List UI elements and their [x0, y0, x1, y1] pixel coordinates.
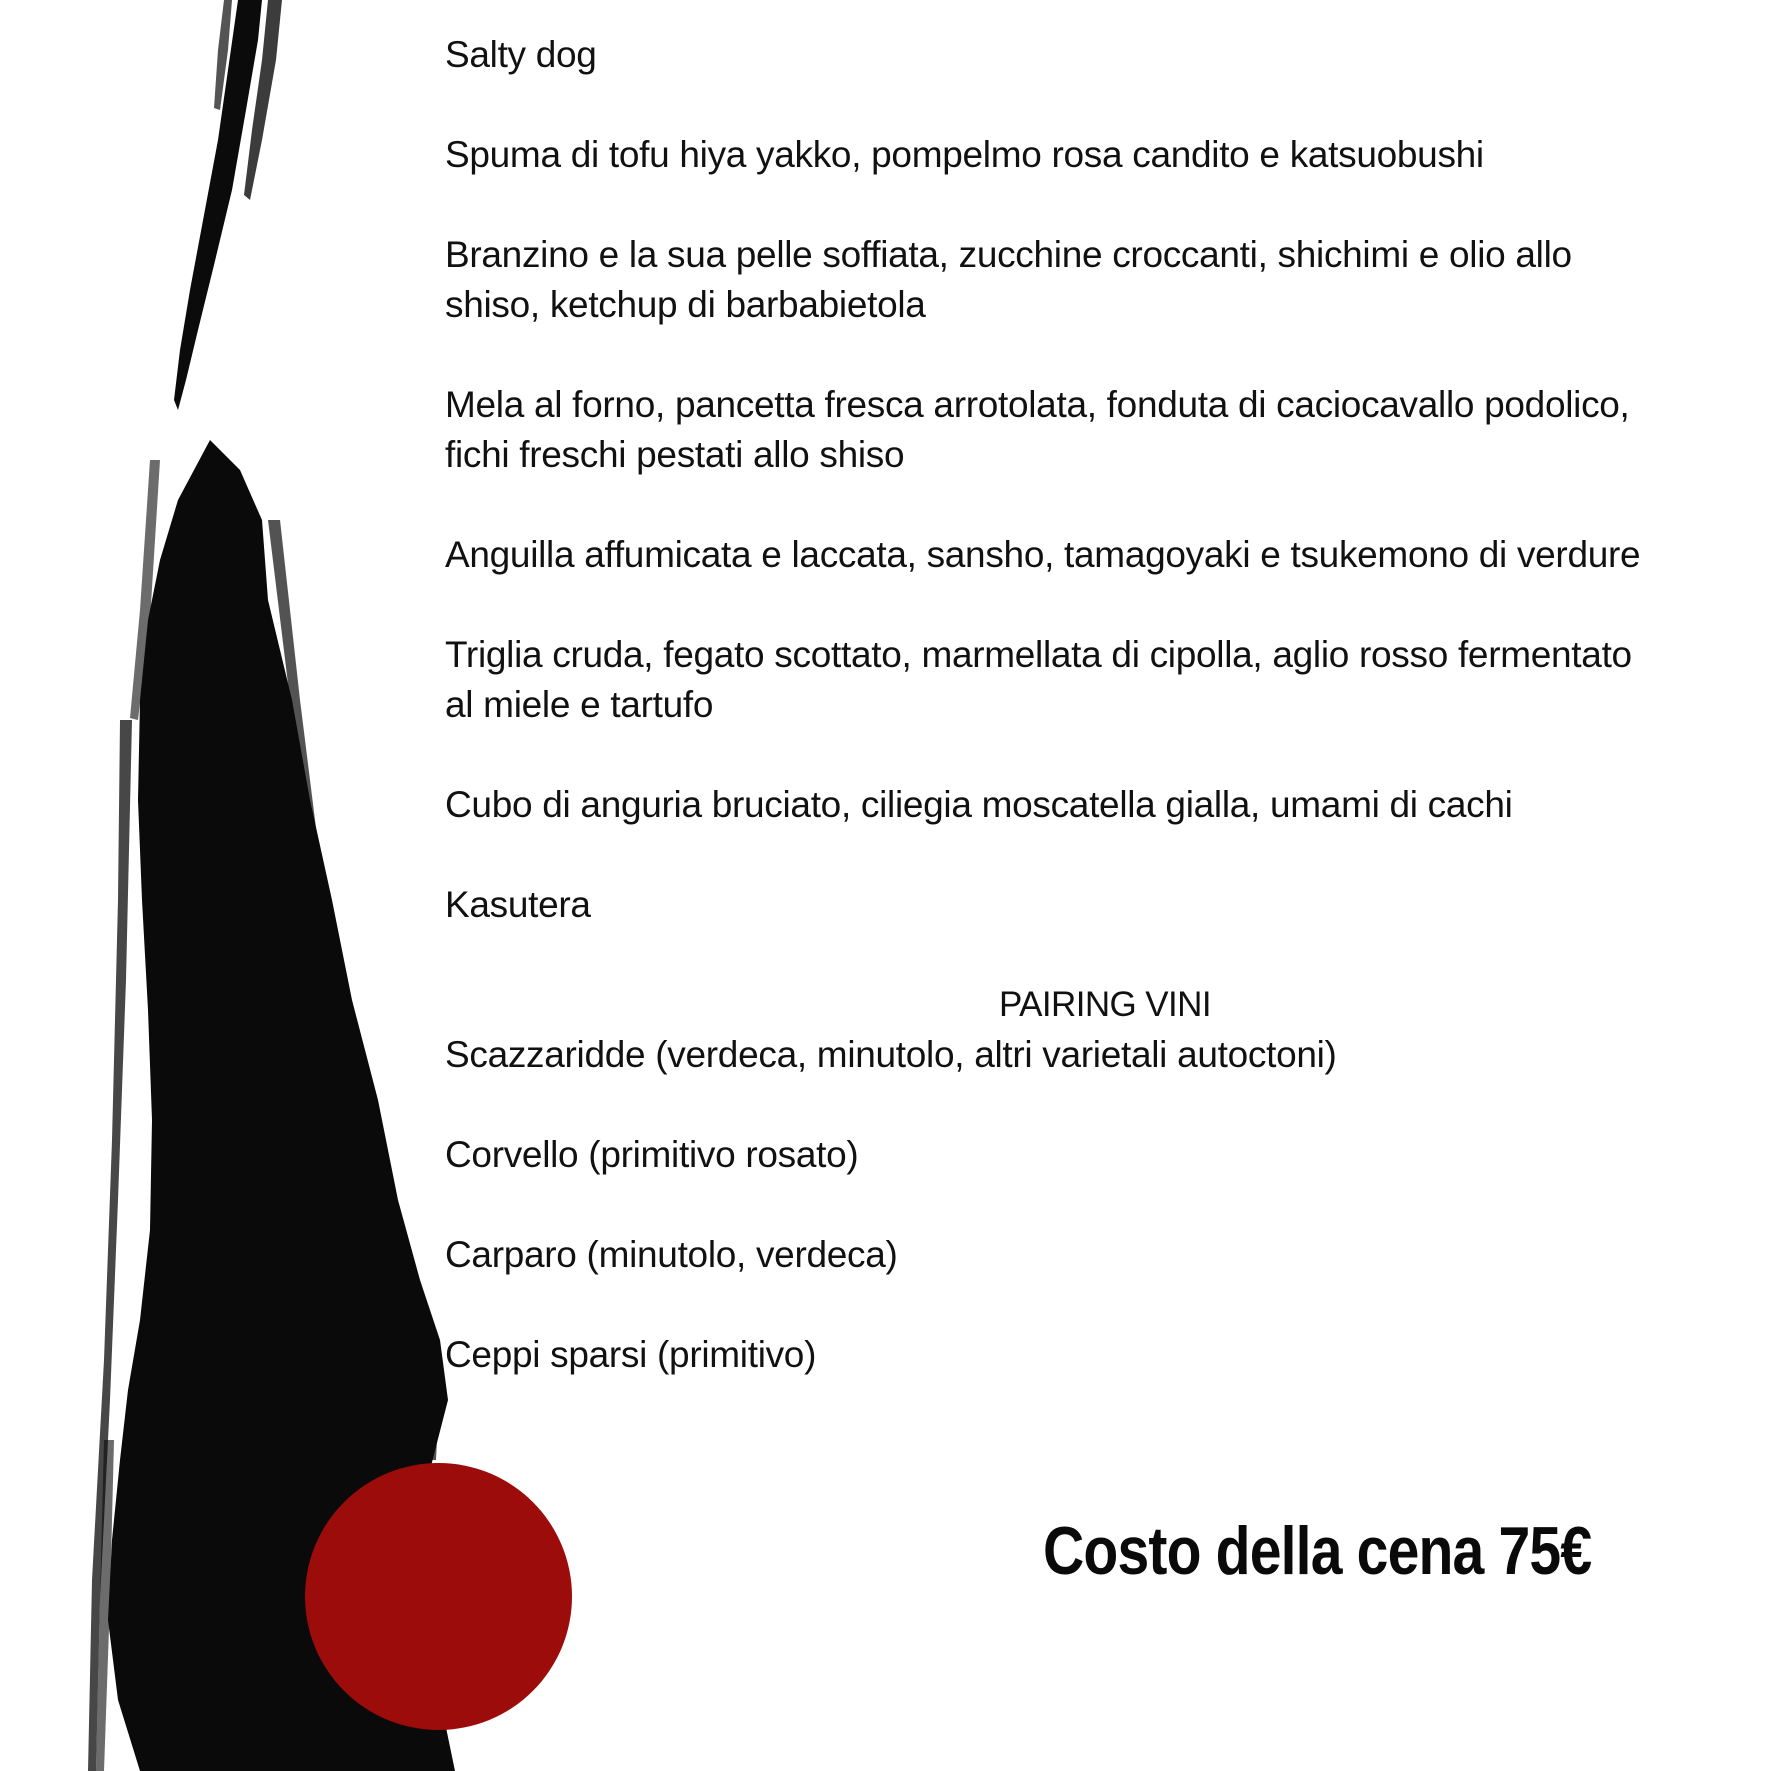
menu-dish: Cubo di anguria bruciato, ciliegia moscatella gialla, umami di cachi	[445, 784, 1513, 825]
wine-item: Ceppi sparsi (primitivo)	[445, 1334, 817, 1375]
tasting-menu	[445, 30, 1645, 1430]
menu-dish: Spuma di tofu hiya yakko, pompelmo rosa candito e katsuobushi	[445, 134, 1484, 175]
menu-dish: Anguilla affumicata e laccata, sansho, tamagoyaki e tsukemono di verdure	[445, 534, 1641, 575]
wine-item: Scazzaridde (verdeca, minutolo, altri varietali autoctoni)	[445, 1034, 1337, 1075]
red-sun-circle	[305, 1463, 572, 1730]
pairing-title: PAIRING VINI	[999, 985, 1211, 1024]
menu-dish: Mela al forno, pancetta fresca arrotolata, fonduta di caciocavallo podolico, fichi freschi pestati allo shiso	[445, 384, 1630, 475]
dinner-price: Costo della cena 75€	[1043, 1513, 1592, 1589]
wine-item: Corvello (primitivo rosato)	[445, 1134, 859, 1175]
wine-item: Carparo (minutolo, verdeca)	[445, 1234, 898, 1275]
menu-dish: Triglia cruda, fegato scottato, marmellata di cipolla, aglio rosso fermentato al miele e tartufo	[445, 634, 1632, 725]
menu-dish: Kasutera	[445, 884, 591, 925]
menu-dish: Salty dog	[445, 34, 597, 75]
menu-dish: Branzino e la sua pelle soffiata, zucchine croccanti, shichimi e olio allo shiso, ketchup di barbabietola	[445, 234, 1572, 325]
